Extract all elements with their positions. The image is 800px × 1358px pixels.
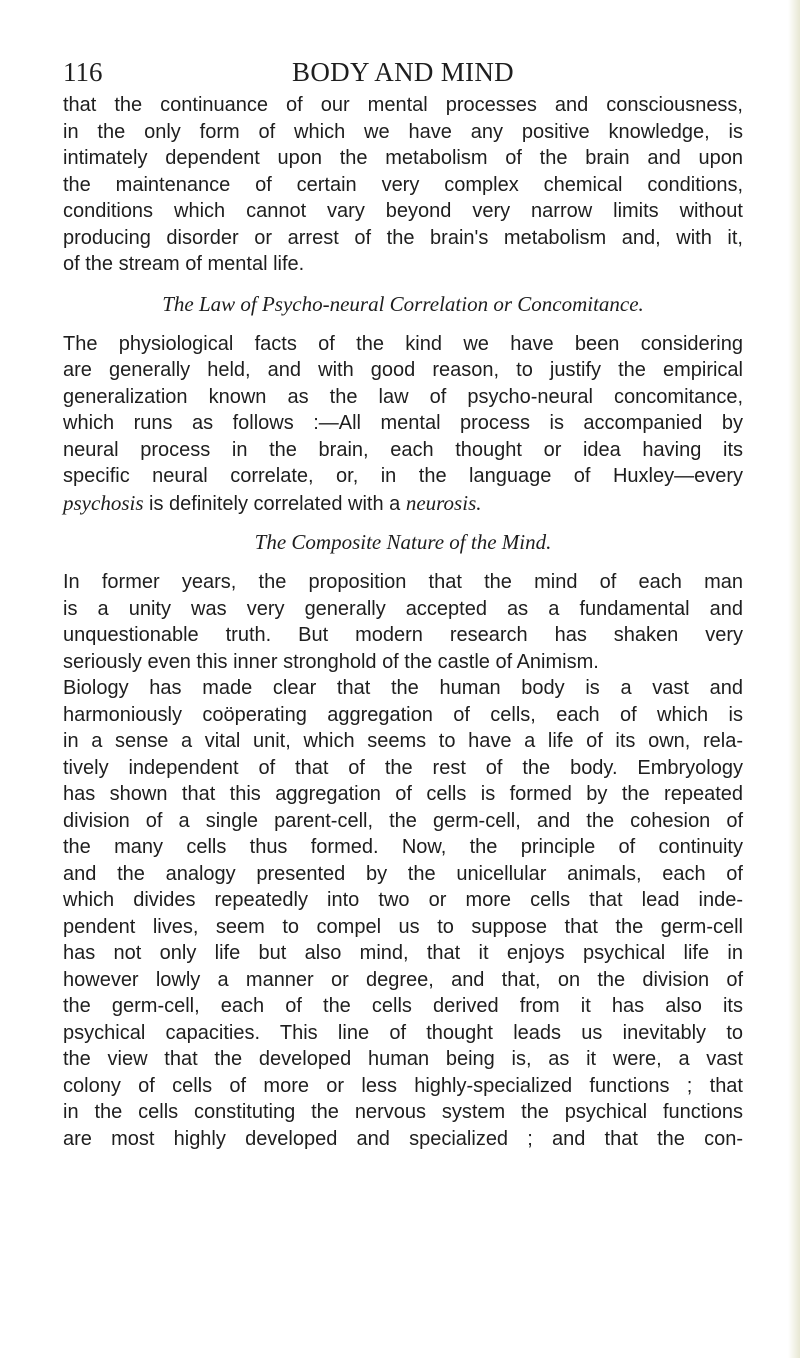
text-line: the germ-cell, each of the cells derived from it has also its <box>63 995 743 1017</box>
text-line: seriously even this inner stronghold of the castle of Animism. <box>63 650 599 673</box>
text-line: In former years, the proposition that the mind of each man <box>63 571 743 593</box>
text-line: neural process in the brain, each thought or idea having its <box>63 438 743 461</box>
text-line: intimately dependent upon the metabolism of the brain and upon <box>63 147 743 169</box>
paragraph <box>63 675 743 1152</box>
text-line: and the analogy presented by the unicellular animals, each of <box>63 862 743 885</box>
text-line: however lowly a manner or degree, and that, on the division of <box>63 968 743 991</box>
text-line: producing disorder or arrest of the brain's metabolism and, with it, <box>63 226 743 249</box>
section-heading: The Composite Nature of the Mind. <box>254 530 552 554</box>
text-line: Biology has made clear that the human body is a vast and <box>63 677 743 699</box>
text-line: are most highly developed and specialized ; and that the con- <box>63 1127 743 1150</box>
running-head <box>63 56 743 88</box>
text-line: pendent lives, seem to compel us to suppose that the germ-cell <box>63 915 743 938</box>
text-line: in the cells constituting the nervous system the psychical functions <box>63 1101 743 1123</box>
text-line: unquestionable truth. But modern research has shaken very <box>63 624 743 646</box>
text-line: the maintenance of certain very complex chemical conditions, <box>63 173 743 196</box>
text-line: of the stream of mental life. <box>63 253 305 275</box>
page-number: 116 <box>63 57 103 87</box>
text-line: in a sense a vital unit, which seems to have a life of its own, rela- <box>63 730 743 752</box>
text-line: The physiological facts of the kind we have been considering <box>63 332 743 355</box>
text-line: is a unity was very generally accepted as a fundamental and <box>63 597 743 620</box>
running-title: BODY AND MIND <box>292 57 514 87</box>
text-line: that the continuance of our mental processes and consciousness, <box>63 94 743 116</box>
page-edge-shading <box>788 0 800 1358</box>
text-line: division of a single parent-cell, the germ-cell, and the cohesion of <box>63 809 743 832</box>
body-text <box>63 92 743 1152</box>
section-heading: The Law of Psycho-neural Correlation or Concomitance. <box>162 291 644 316</box>
text-line: the many cells thus formed. Now, the principle of continuity <box>63 836 743 858</box>
text-line: colony of cells of more or less highly-specialized functions ; that <box>63 1074 743 1097</box>
text-line: psychical capacities. This line of thought leads us inevitably to <box>63 1021 743 1044</box>
paragraph <box>63 92 743 278</box>
text-line: the view that the developed human being is, as it were, a vast <box>63 1048 743 1070</box>
paragraph <box>63 331 743 517</box>
text-line: specific neural correlate, or, in the language of Huxley—every <box>63 465 743 487</box>
text-line: generalization known as the law of psycho-neural concomitance, <box>63 385 743 408</box>
text-line: are generally held, and with good reason, to justify the empirical <box>63 359 743 381</box>
emphasized-term: psychosis <box>63 490 144 515</box>
paragraph <box>63 569 743 675</box>
text-line: has not only life but also mind, that it enjoys psychical life in <box>63 942 743 964</box>
text-line: tively independent of that of the rest of the body. Embryology <box>63 756 743 779</box>
text-line: conditions which cannot vary beyond very narrow limits without <box>63 200 743 222</box>
text-line: which runs as follows :—All mental process is accompanied by <box>63 412 743 434</box>
text-line: harmoniously coöperating aggregation of cells, each of which is <box>63 703 743 726</box>
text-line: has shown that this aggregation of cells is formed by the repeated <box>63 783 743 805</box>
emphasized-term: neurosis. <box>405 490 482 515</box>
text-line: in the only form of which we have any positive knowledge, is <box>63 120 743 143</box>
text-span: is definitely correlated with a <box>143 492 406 515</box>
text-line: which divides repeatedly into two or more cells that lead inde- <box>63 889 743 911</box>
text-line <box>63 490 743 517</box>
